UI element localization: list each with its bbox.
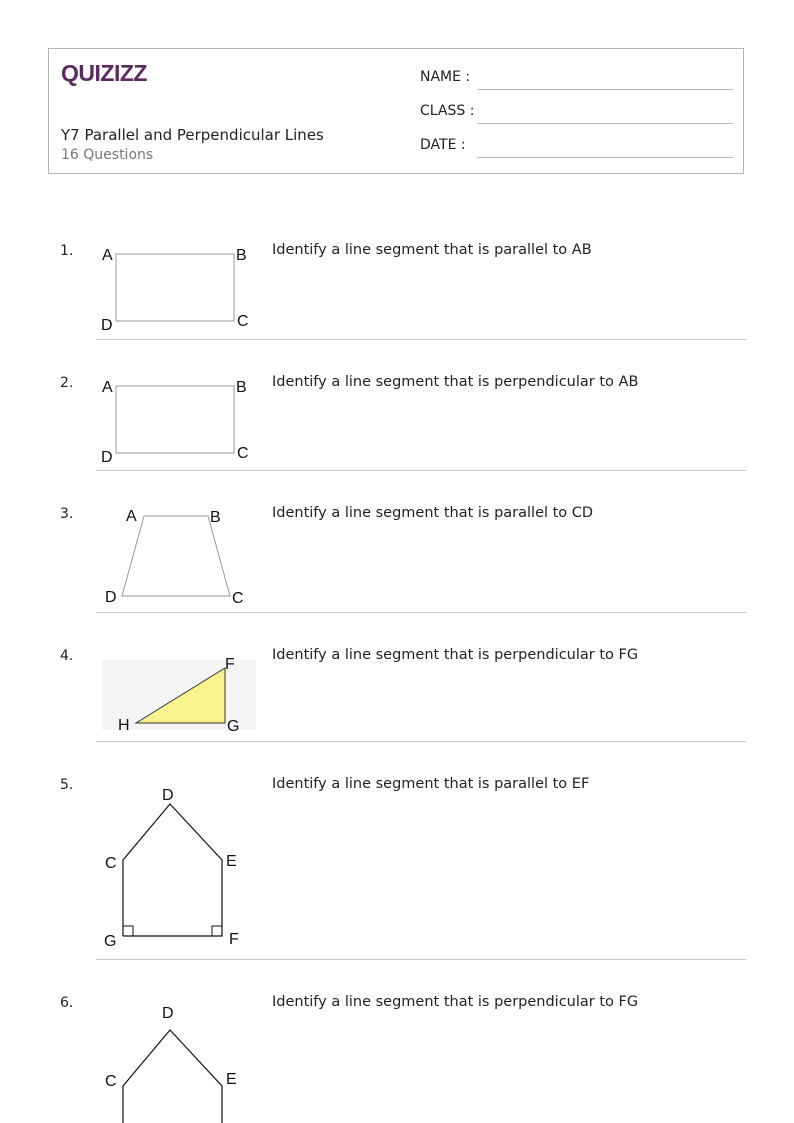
- vertex-label: F: [229, 931, 239, 948]
- question-number: 5.: [60, 777, 74, 793]
- vertex-label: A: [126, 508, 137, 525]
- vertex-label: B: [210, 509, 221, 526]
- question-divider: [96, 959, 746, 960]
- worksheet-header: [48, 48, 744, 174]
- question-text: Identify a line segment that is perpendicular to FG: [272, 994, 639, 1010]
- question-number: 3.: [60, 506, 74, 522]
- vertex-label: C: [105, 855, 117, 872]
- pentagon-shape: [123, 804, 222, 936]
- question-divider: [96, 339, 746, 340]
- vertex-label: E: [226, 1071, 237, 1088]
- right-angle-mark: [212, 926, 222, 936]
- vertex-label: C: [237, 313, 249, 330]
- question-text: Identify a line segment that is parallel to AB: [272, 242, 592, 258]
- vertex-label: D: [162, 787, 174, 804]
- pentagon-figure: [96, 778, 260, 958]
- vertex-label: D: [101, 317, 113, 334]
- vertex-label: H: [118, 717, 130, 734]
- question-text: Identify a line segment that is perpendicular to AB: [272, 374, 639, 390]
- vertex-label: G: [227, 718, 240, 735]
- question-text: Identify a line segment that is parallel to CD: [272, 505, 594, 521]
- vertex-label: G: [104, 933, 117, 950]
- vertex-label: B: [236, 247, 247, 264]
- vertex-label: D: [105, 589, 117, 606]
- rectangle-figure: [96, 372, 260, 472]
- question-number: 6.: [60, 995, 74, 1011]
- question-text: Identify a line segment that is parallel to EF: [272, 776, 590, 792]
- question-divider: [96, 612, 746, 613]
- worksheet-title: Y7 Parallel and Perpendicular Lines: [61, 126, 324, 144]
- vertex-label: B: [236, 379, 247, 396]
- question-divider: [96, 470, 746, 471]
- vertex-label: E: [226, 853, 237, 870]
- rectangle-shape: [116, 386, 234, 453]
- question-text: Identify a line segment that is perpendicular to FG: [272, 647, 639, 663]
- date-label: DATE :: [420, 137, 466, 153]
- date-line[interactable]: [477, 157, 733, 158]
- class-line[interactable]: [477, 123, 733, 124]
- name-label: NAME :: [420, 69, 471, 85]
- question-number: 4.: [60, 648, 74, 664]
- vertex-label: D: [101, 449, 113, 466]
- vertex-label: A: [102, 247, 113, 264]
- vertex-label: C: [105, 1073, 117, 1090]
- question-number: 2.: [60, 375, 74, 391]
- vertex-label: C: [232, 590, 244, 607]
- vertex-label: A: [102, 379, 113, 396]
- question-count: 16 Questions: [61, 147, 154, 163]
- right-angle-mark: [123, 926, 133, 936]
- name-line[interactable]: [477, 89, 733, 90]
- trapezoid-shape: [122, 516, 230, 596]
- vertex-label: D: [162, 1005, 174, 1022]
- trapezoid-figure: [96, 503, 260, 613]
- quizizz-logo: [61, 59, 153, 87]
- pentagon-figure: [96, 996, 260, 1123]
- svg-text:QUIZIZZ: QUIZIZZ: [61, 60, 147, 86]
- rectangle-shape: [116, 254, 234, 321]
- pentagon-shape: [123, 1030, 222, 1123]
- class-label: CLASS :: [420, 103, 475, 119]
- vertex-label: F: [225, 656, 235, 673]
- rectangle-figure: [96, 240, 260, 340]
- triangle-figure: [102, 652, 258, 734]
- question-number: 1.: [60, 243, 74, 259]
- question-divider: [96, 741, 746, 742]
- vertex-label: C: [237, 445, 249, 462]
